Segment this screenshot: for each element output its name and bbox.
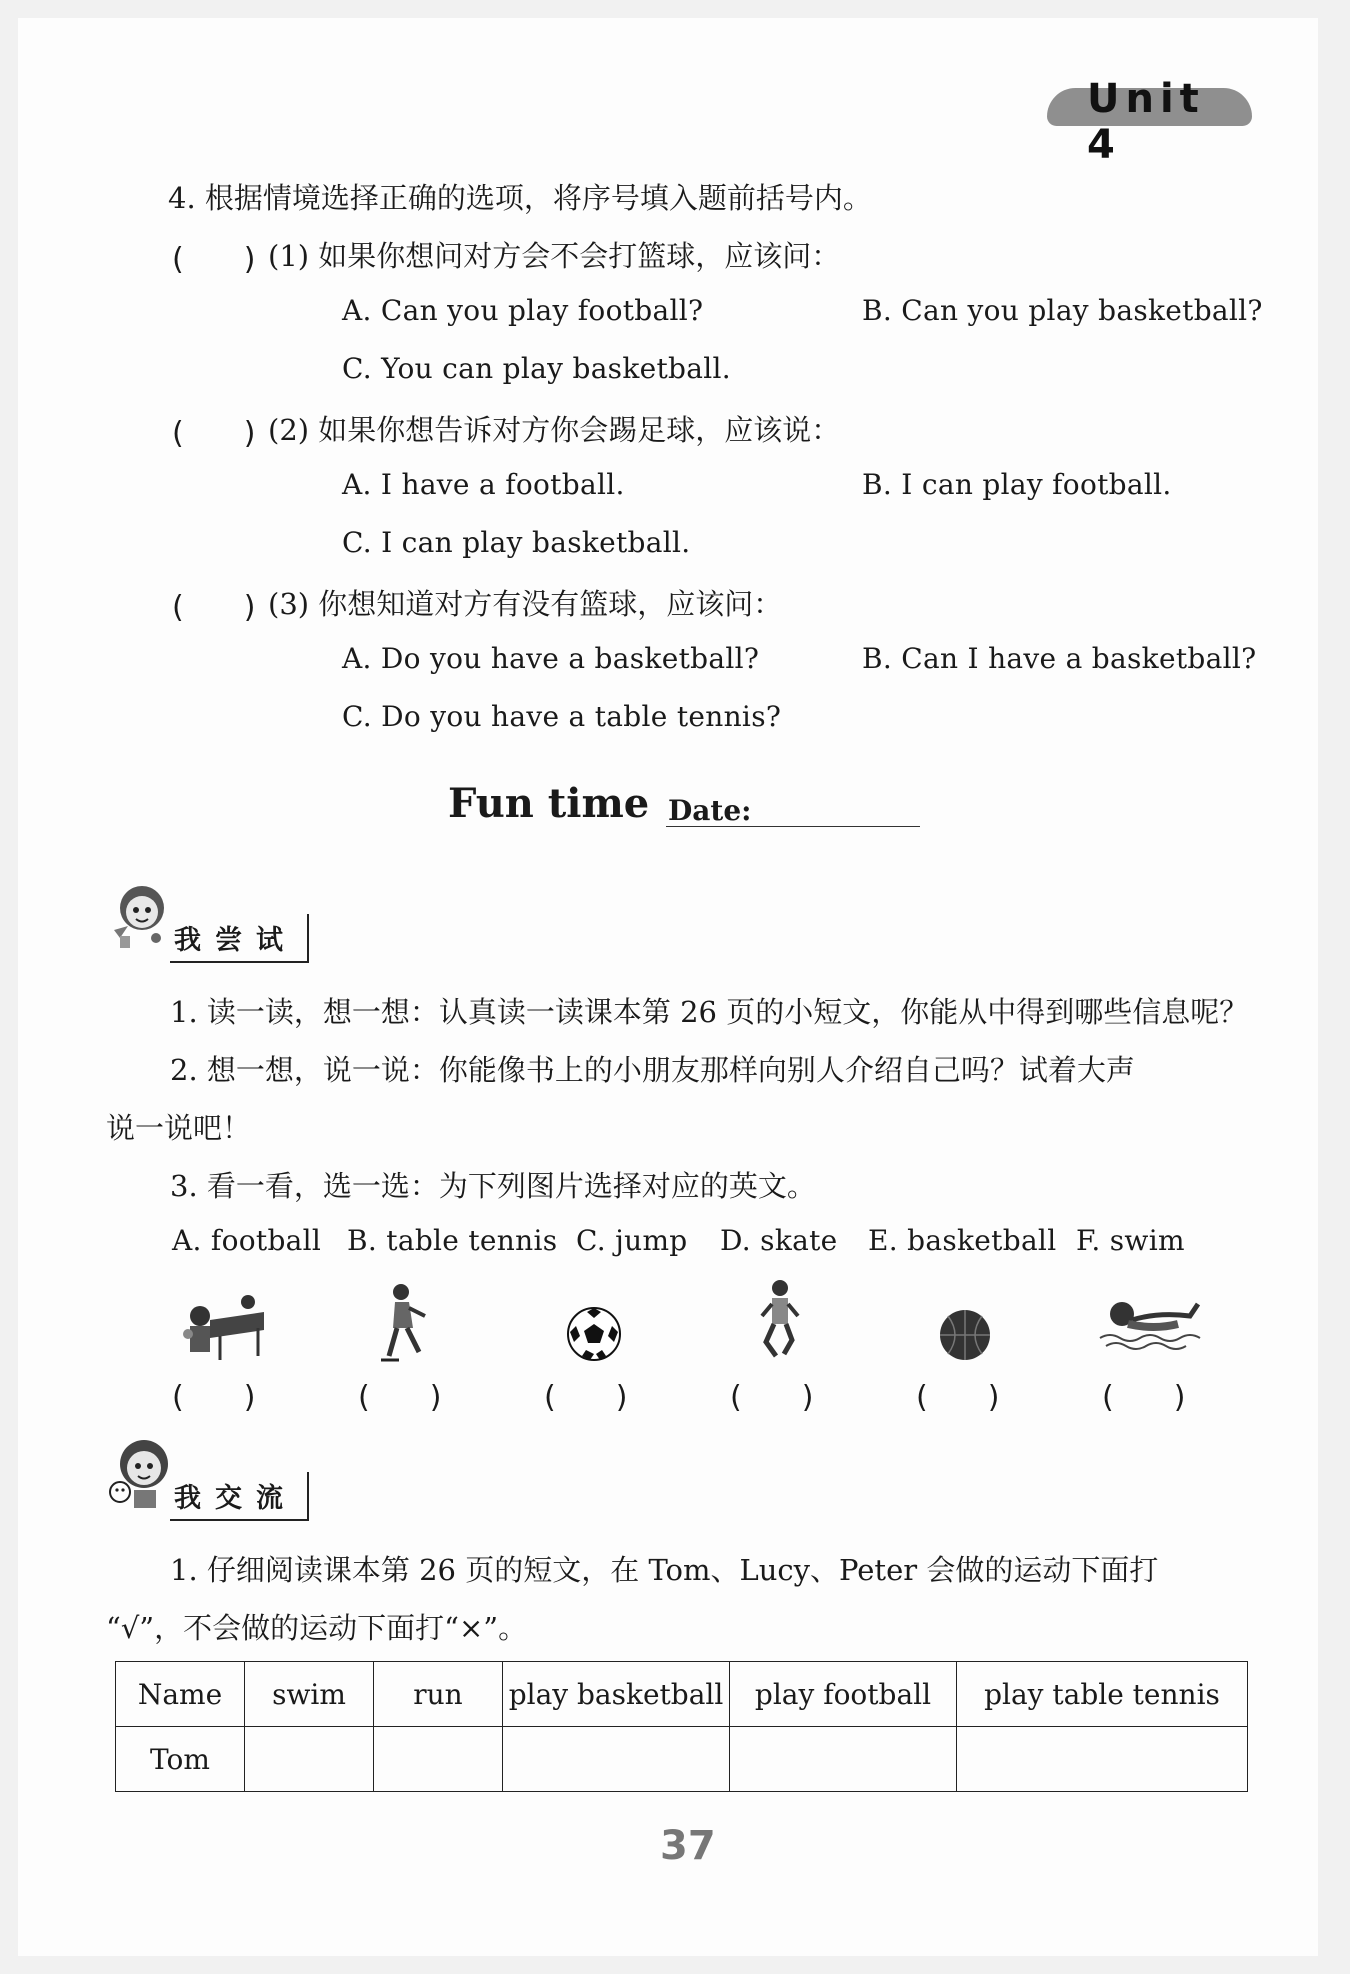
question-1: (1) 如果你想问对方会不会打篮球，应该问： (268, 239, 841, 273)
cell-play-table-tennis[interactable] (957, 1727, 1248, 1792)
talk-item-1-cont: “√”，不会做的运动下面打“×”。 (106, 1611, 528, 1645)
option-swim: F. swim (1076, 1224, 1185, 1257)
q1-option-b: B. Can you play basketball? (862, 294, 1263, 327)
cell-play-basketball[interactable] (503, 1727, 730, 1792)
q3-option-b: B. Can I have a basketball? (862, 642, 1257, 675)
skater-icon (375, 1282, 435, 1366)
row-name: Tom (116, 1727, 245, 1792)
option-basketball: E. basketball (868, 1224, 1057, 1257)
header-name: Name (116, 1662, 245, 1727)
basketball-icon (938, 1308, 992, 1362)
section-talk-label: 我交流 (170, 1472, 309, 1521)
q2-option-b: B. I can play football. (862, 468, 1172, 501)
picture-answer-2[interactable]: ( ) (358, 1380, 442, 1415)
cell-play-football[interactable] (730, 1727, 957, 1792)
table-row (116, 1727, 1248, 1792)
answer-paren-2[interactable]: ( ) (172, 416, 256, 451)
answer-paren-3[interactable]: ( ) (172, 590, 256, 625)
football-icon (566, 1306, 622, 1362)
exercise4-instruction: 4. 根据情境选择正确的选项，将序号填入题前括号内。 (168, 181, 872, 215)
boy-mascot-icon (106, 1436, 172, 1512)
picture-answer-4[interactable]: ( ) (730, 1380, 814, 1415)
q1-option-c: C. You can play basketball. (342, 352, 731, 385)
unit-label: Unit 4 (1087, 76, 1205, 168)
try-item-1: 1. 读一读，想一想：认真读一读课本第 26 页的小短文，你能从中得到哪些信息呢？ (170, 995, 1249, 1029)
option-skate: D. skate (720, 1224, 838, 1257)
date-label: Date: (668, 794, 752, 827)
unit-badge (1047, 76, 1252, 168)
cell-swim[interactable] (245, 1727, 374, 1792)
header-play-table-tennis: play table tennis (957, 1662, 1248, 1727)
header-play-football: play football (730, 1662, 957, 1727)
picture-answer-6[interactable]: ( ) (1102, 1380, 1186, 1415)
date-field[interactable] (666, 826, 920, 827)
picture-answer-5[interactable]: ( ) (916, 1380, 1000, 1415)
cell-run[interactable] (374, 1727, 503, 1792)
girl-mascot-icon (106, 880, 172, 952)
table-tennis-icon (180, 1290, 266, 1364)
try-item-2-cont: 说一说吧！ (106, 1111, 252, 1145)
option-table-tennis: B. table tennis (347, 1224, 558, 1257)
option-jump: C. jump (576, 1224, 688, 1257)
q2-option-c: C. I can play basketball. (342, 526, 691, 559)
q1-option-a: A. Can you play football? (342, 294, 704, 327)
page-number: 37 (660, 1823, 716, 1869)
header-swim: swim (245, 1662, 374, 1727)
question-3: (3) 你想知道对方有没有篮球，应该问： (268, 587, 783, 621)
picture-answer-3[interactable]: ( ) (544, 1380, 628, 1415)
q3-option-c: C. Do you have a table tennis? (342, 700, 782, 733)
question-2: (2) 如果你想告诉对方你会踢足球，应该说： (268, 413, 841, 447)
jumper-icon (758, 1278, 802, 1368)
option-football: A. football (172, 1224, 322, 1257)
section-try-label: 我尝试 (170, 914, 309, 963)
q3-option-a: A. Do you have a basketball? (342, 642, 760, 675)
try-item-3: 3. 看一看，选一选：为下列图片选择对应的英文。 (170, 1169, 816, 1203)
header-run: run (374, 1662, 503, 1727)
answer-paren-1[interactable]: ( ) (172, 242, 256, 277)
header-play-basketball: play basketball (503, 1662, 730, 1727)
picture-answer-1[interactable]: ( ) (172, 1380, 256, 1415)
q2-option-a: A. I have a football. (342, 468, 625, 501)
table-header-row (116, 1662, 1248, 1727)
fun-time-title: Fun time (448, 780, 650, 827)
sports-table (115, 1661, 1248, 1792)
swimmer-icon (1098, 1294, 1208, 1352)
try-item-2: 2. 想一想，说一说：你能像书上的小朋友那样向别人介绍自己吗？试着大声 (170, 1053, 1135, 1087)
talk-item-1: 1. 仔细阅读课本第 26 页的短文，在 Tom、Lucy、Peter 会做的运动下面打 (170, 1553, 1159, 1587)
